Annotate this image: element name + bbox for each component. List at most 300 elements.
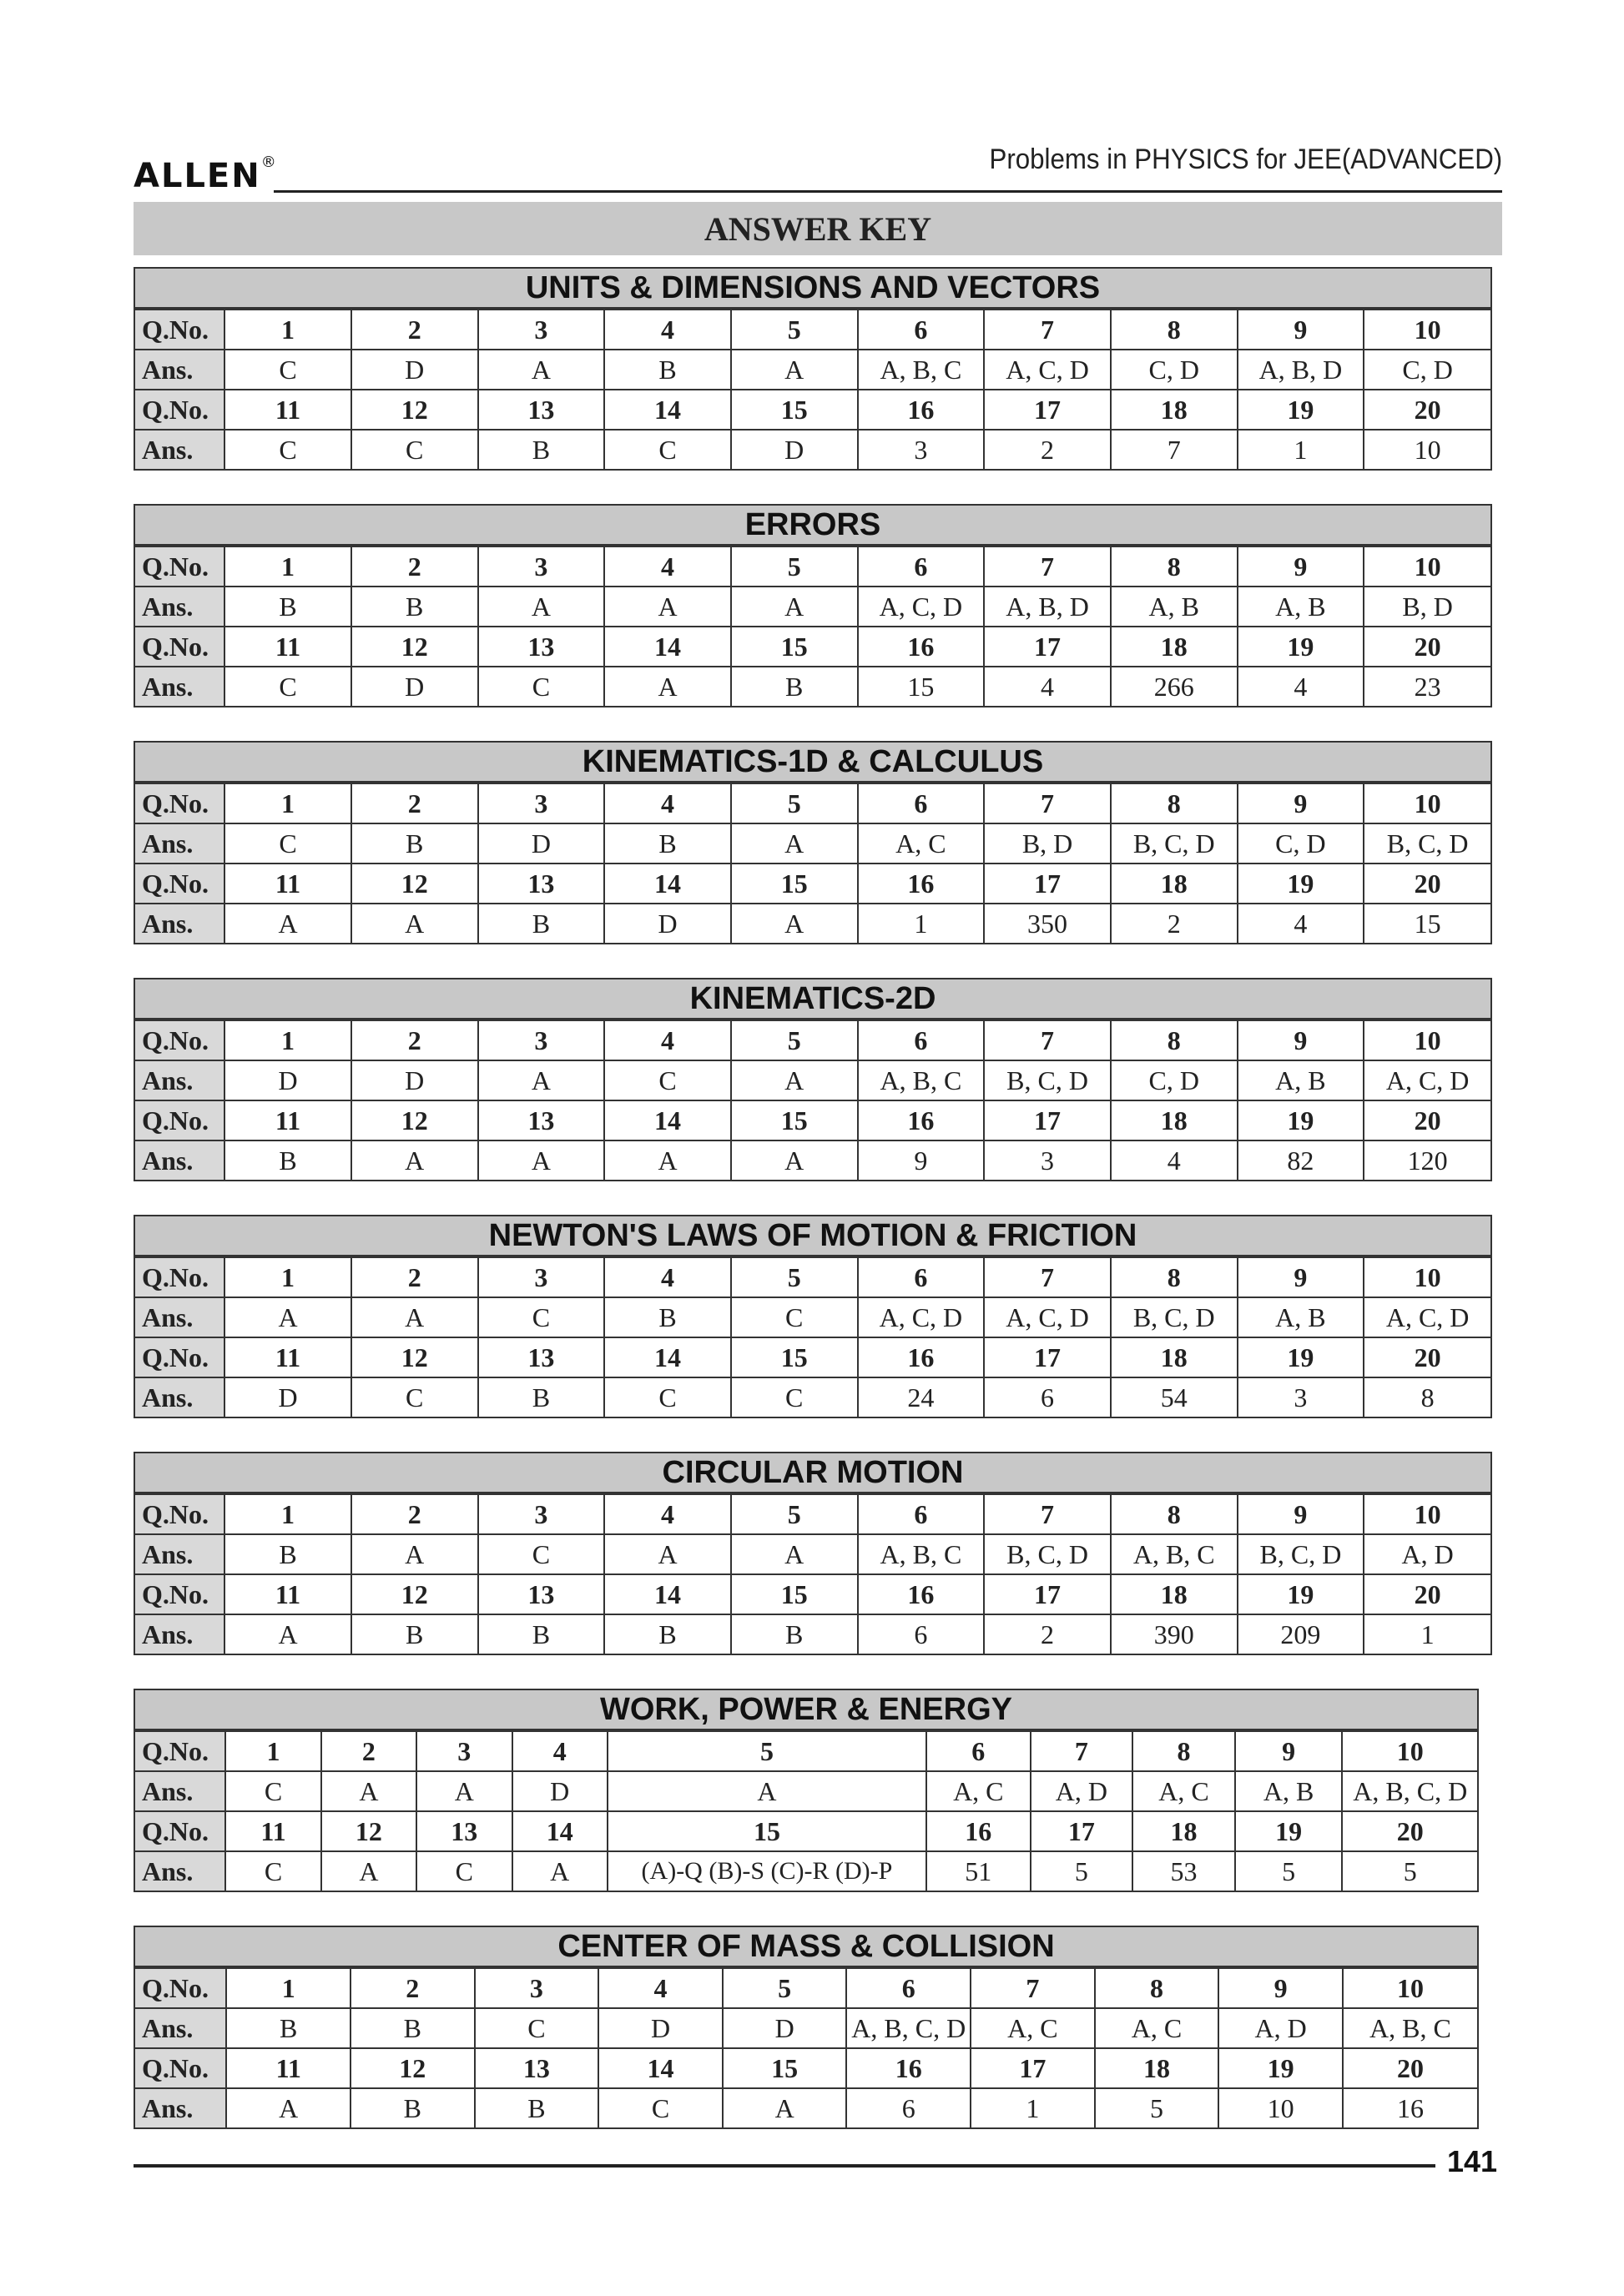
question-number-cell: 17 [984,1574,1111,1614]
answer-cell: C, D [1238,823,1364,864]
question-number-cell: 3 [475,1968,599,2008]
answer-cell: A [512,1851,608,1891]
answer-cell: B [351,823,478,864]
answer-cell: C, D [1111,350,1238,390]
section-title: CIRCULAR MOTION [135,1453,1490,1493]
answer-cell: A [604,667,731,706]
question-number-cell: 15 [731,1574,858,1614]
answer-cell: A, B [1238,587,1364,627]
answer-cell: C [351,1377,478,1417]
question-number-cell: 2 [351,1020,478,1060]
qno-label: Q.No. [135,1494,224,1534]
question-number-cell: 3 [478,546,605,587]
question-number-cell: 19 [1218,2048,1343,2088]
answer-cell: 7 [1111,430,1238,469]
answer-cell: A, C [1132,1771,1235,1811]
ans-label: Ans. [135,2008,226,2048]
answer-cell: 51 [926,1851,1031,1891]
answer-row [135,1140,1490,1180]
ans-label: Ans. [135,350,224,390]
question-number-cell: 19 [1238,1337,1364,1377]
answer-cell: C, D [1111,1060,1238,1100]
question-number-cell: 12 [351,1574,478,1614]
question-number-cell: 7 [1031,1731,1133,1771]
qno-label: Q.No. [135,1100,224,1140]
question-number-cell: 8 [1111,1020,1238,1060]
section-title: CENTER OF MASS & COLLISION [135,1927,1477,1967]
answer-cell: C, D [1364,350,1490,390]
answer-cell: A, C, D [858,1297,985,1337]
qno-label: Q.No. [135,1020,224,1060]
question-number-cell: 15 [731,864,858,904]
answer-cell: 15 [858,667,985,706]
registered-mark: ® [260,153,276,171]
question-number-cell: 8 [1111,1257,1238,1297]
answer-section [134,1452,1492,1655]
question-number-row [135,1020,1490,1060]
question-number-cell: 19 [1238,1574,1364,1614]
answer-cell: A [731,1140,858,1180]
answer-cell: B [604,823,731,864]
question-number-row [135,310,1490,350]
ans-label: Ans. [135,1851,225,1891]
answer-cell: A [604,1534,731,1574]
qno-label: Q.No. [135,546,224,587]
question-number-cell: 20 [1364,864,1490,904]
question-number-cell: 2 [351,1968,475,2008]
answer-table [135,1730,1477,1891]
answer-cell: A, B, D [984,587,1111,627]
answer-cell: A [604,1140,731,1180]
answer-row [135,1771,1477,1811]
question-number-cell: 6 [858,1257,985,1297]
question-number-row [135,1731,1477,1771]
question-number-cell: 9 [1238,1257,1364,1297]
question-number-cell: 4 [604,1257,731,1297]
section-title: ERRORS [135,506,1490,546]
question-number-cell: 17 [971,2048,1095,2088]
brand-name: ALLEN [134,157,261,195]
answer-cell: C [224,430,351,469]
answer-cell: D [604,904,731,943]
answer-cell: A [731,904,858,943]
question-number-cell: 18 [1111,627,1238,667]
question-number-cell: 9 [1235,1731,1343,1771]
qno-label: Q.No. [135,1731,225,1771]
question-number-cell: 20 [1364,1574,1490,1614]
question-number-cell: 6 [858,546,985,587]
question-number-cell: 7 [984,546,1111,587]
answer-cell: A [478,350,605,390]
answer-cell: 5 [1095,2088,1219,2127]
question-number-cell: 15 [731,1337,858,1377]
question-number-cell: 2 [351,783,478,823]
answer-cell: A [351,1534,478,1574]
question-number-cell: 1 [224,546,351,587]
question-number-cell: 5 [608,1731,926,1771]
answer-cell: B, C, D [1111,823,1238,864]
answer-cell: B [731,667,858,706]
question-number-cell: 10 [1364,546,1490,587]
question-number-cell: 12 [351,864,478,904]
answer-cell: B, C, D [1238,1534,1364,1574]
question-number-cell: 18 [1111,1574,1238,1614]
answer-cell: 8 [1364,1377,1490,1417]
question-number-cell: 11 [224,1100,351,1140]
question-number-cell: 17 [984,390,1111,430]
question-number-cell: 20 [1364,627,1490,667]
question-number-cell: 6 [858,1494,985,1534]
answer-cell: 15 [1364,904,1490,943]
section-title: KINEMATICS-1D & CALCULUS [135,743,1490,783]
question-number-cell: 4 [604,783,731,823]
question-number-cell: 14 [604,1337,731,1377]
question-number-row [135,1968,1477,2008]
answer-cell: A [321,1771,416,1811]
answer-table [135,309,1490,469]
question-number-cell: 2 [321,1731,416,1771]
question-number-cell: 1 [224,1020,351,1060]
question-number-cell: 18 [1111,390,1238,430]
question-number-cell: 12 [351,1100,478,1140]
question-number-cell: 9 [1238,546,1364,587]
question-number-cell: 9 [1238,1494,1364,1534]
question-number-cell: 4 [604,1494,731,1534]
ans-label: Ans. [135,1614,224,1654]
question-number-cell: 16 [858,1100,985,1140]
answer-cell: 16 [1343,2088,1477,2127]
question-number-cell: 10 [1364,1494,1490,1534]
question-number-cell: 10 [1342,1731,1477,1771]
header-rule [274,190,1502,193]
question-number-cell: 4 [512,1731,608,1771]
answer-cell: A, B, D [1238,350,1364,390]
answer-cell: A, B [1238,1060,1364,1100]
question-number-cell: 10 [1364,783,1490,823]
answer-cell: 4 [984,667,1111,706]
question-number-cell: 3 [478,310,605,350]
answer-cell: B [478,1377,605,1417]
answer-cell: B, C, D [1111,1297,1238,1337]
ans-label: Ans. [135,1534,224,1574]
question-number-cell: 14 [604,627,731,667]
answer-cell: 5 [1031,1851,1133,1891]
question-number-cell: 5 [731,1257,858,1297]
answer-cell: A [731,350,858,390]
answer-cell: A [731,1060,858,1100]
answer-cell: B [604,1297,731,1337]
answer-table [135,1020,1490,1180]
question-number-cell: 18 [1132,1811,1235,1851]
answer-cell: D [478,823,605,864]
answer-cell: A, C [926,1771,1031,1811]
qno-label: Q.No. [135,1811,225,1851]
question-number-row [135,1494,1490,1534]
answer-cell: A, B, C [858,350,985,390]
question-number-cell: 7 [984,310,1111,350]
question-number-cell: 17 [984,1337,1111,1377]
answer-cell: B [731,1614,858,1654]
qno-label: Q.No. [135,1337,224,1377]
answer-cell: A [226,2088,351,2127]
ans-label: Ans. [135,430,224,469]
question-number-cell: 11 [224,1337,351,1377]
answer-cell: C [225,1851,320,1891]
answer-cell: 53 [1132,1851,1235,1891]
question-number-cell: 7 [984,1020,1111,1060]
ans-label: Ans. [135,667,224,706]
section-title: WORK, POWER & ENERGY [135,1690,1477,1730]
answer-cell: B [224,1140,351,1180]
answer-row [135,1297,1490,1337]
question-number-cell: 5 [731,783,858,823]
ans-label: Ans. [135,1771,225,1811]
question-number-cell: 3 [478,1494,605,1534]
ans-label: Ans. [135,1140,224,1180]
answer-cell: C [225,1771,320,1811]
question-number-cell: 12 [351,2048,475,2088]
question-number-cell: 1 [224,783,351,823]
answer-cell: B [351,2088,475,2127]
qno-label: Q.No. [135,1968,226,2008]
answer-cell: 4 [1111,1140,1238,1180]
question-number-cell: 1 [224,1257,351,1297]
answer-cell: A [224,1614,351,1654]
question-number-cell: 3 [478,1020,605,1060]
question-number-cell: 16 [846,2048,971,2088]
question-number-cell: 13 [478,864,605,904]
question-number-cell: 13 [478,1574,605,1614]
question-number-cell: 3 [478,1257,605,1297]
answer-row [135,2088,1477,2127]
answer-cell: A [731,587,858,627]
question-number-cell: 20 [1342,1811,1477,1851]
answer-cell: B [478,904,605,943]
answer-cell: 2 [1111,904,1238,943]
answer-cell: B [224,587,351,627]
answer-cell: A [478,1140,605,1180]
answer-cell: C [224,667,351,706]
qno-label: Q.No. [135,783,224,823]
question-number-cell: 11 [226,2048,351,2088]
question-number-cell: 18 [1111,1100,1238,1140]
answer-section [134,267,1492,471]
answer-cell: A, C, D [858,587,985,627]
answer-cell: A [723,2088,847,2127]
question-number-cell: 6 [858,1020,985,1060]
answer-cell: B, D [984,823,1111,864]
answer-cell: 1 [1364,1614,1490,1654]
question-number-cell: 7 [984,1257,1111,1297]
question-number-cell: 3 [416,1731,512,1771]
question-number-row [135,390,1490,430]
answer-cell: 2 [984,430,1111,469]
answer-cell: A, D [1031,1771,1133,1811]
question-number-cell: 4 [604,1020,731,1060]
question-number-row [135,1100,1490,1140]
question-number-cell: 16 [926,1811,1031,1851]
answer-cell: C [224,823,351,864]
question-number-cell: 8 [1095,1968,1219,2008]
answer-cell: A [224,904,351,943]
question-number-cell: 2 [351,546,478,587]
answer-cell: D [351,350,478,390]
answer-cell: A [416,1771,512,1811]
question-number-cell: 15 [731,627,858,667]
answer-cell: 10 [1218,2088,1343,2127]
question-number-cell: 13 [416,1811,512,1851]
question-number-cell: 13 [478,1337,605,1377]
answer-cell: D [351,1060,478,1100]
question-number-cell: 10 [1364,1257,1490,1297]
book-title: Problems in PHYSICS for JEE(ADVANCED) [989,144,1502,175]
answer-cell: 6 [984,1377,1111,1417]
answer-cell: 23 [1364,667,1490,706]
question-number-cell: 6 [846,1968,971,2008]
answer-cell: C [604,1377,731,1417]
answer-cell: 1 [971,2088,1095,2127]
answer-cell: B [351,587,478,627]
answer-cell: C [731,1377,858,1417]
answer-cell: 1 [858,904,985,943]
qno-label: Q.No. [135,2048,226,2088]
answer-cell: C [604,430,731,469]
answer-cell: A, C [1095,2008,1219,2048]
answer-cell: A, C, D [984,1297,1111,1337]
question-number-cell: 16 [858,864,985,904]
question-number-cell: 1 [225,1731,320,1771]
answer-cell: A [224,1297,351,1337]
answer-cell: A, B, C [858,1534,985,1574]
answer-row [135,1534,1490,1574]
answer-cell: A, B [1238,1297,1364,1337]
answer-cell: A, C [971,2008,1095,2048]
answer-cell: A [731,823,858,864]
answer-cell: A [478,587,605,627]
answer-row [135,904,1490,943]
answer-cell: A, C, D [984,350,1111,390]
question-number-cell: 19 [1238,390,1364,430]
answer-cell: 5 [1342,1851,1477,1891]
answer-cell: A [731,1534,858,1574]
answer-table [135,546,1490,706]
question-number-cell: 13 [478,390,605,430]
question-number-cell: 14 [604,1100,731,1140]
answer-cell: D [512,1771,608,1811]
page-number: 141 [1447,2144,1498,2178]
answer-cell: 390 [1111,1614,1238,1654]
answer-cell: A, B, C, D [1342,1771,1477,1811]
question-number-cell: 13 [478,1100,605,1140]
answer-cell: 120 [1364,1140,1490,1180]
answer-table [135,1967,1477,2127]
section-title: UNITS & DIMENSIONS AND VECTORS [135,269,1490,309]
question-number-cell: 11 [225,1811,320,1851]
answer-cell: 4 [1238,904,1364,943]
question-number-row [135,783,1490,823]
question-number-cell: 14 [604,864,731,904]
question-number-cell: 20 [1364,1337,1490,1377]
question-number-row [135,1574,1490,1614]
question-number-cell: 10 [1364,310,1490,350]
question-number-cell: 9 [1238,783,1364,823]
question-number-cell: 19 [1238,627,1364,667]
footer-rule [134,2164,1435,2168]
question-number-cell: 18 [1095,2048,1219,2088]
qno-label: Q.No. [135,1257,224,1297]
question-number-cell: 8 [1111,546,1238,587]
answer-row [135,2008,1477,2048]
answer-cell: D [598,2008,723,2048]
question-number-cell: 16 [858,1337,985,1377]
answer-table [135,783,1490,943]
answer-cell: C [478,667,605,706]
question-number-cell: 15 [731,390,858,430]
answer-key-banner [134,202,1502,255]
question-number-cell: 13 [478,627,605,667]
answer-cell: B, C, D [1364,823,1490,864]
answer-cell: A, B [1111,587,1238,627]
section-title: NEWTON'S LAWS OF MOTION & FRICTION [135,1216,1490,1256]
answer-cell: B [478,430,605,469]
question-number-cell: 16 [858,390,985,430]
question-number-cell: 2 [351,310,478,350]
answer-cell: A, B, C [1111,1534,1238,1574]
question-number-cell: 4 [604,546,731,587]
question-number-row [135,2048,1477,2088]
answer-cell: D [723,2008,847,2048]
question-number-row [135,864,1490,904]
answer-cell: C [598,2088,723,2127]
question-number-cell: 9 [1238,310,1364,350]
answer-row [135,350,1490,390]
answer-cell: C [731,1297,858,1337]
answer-cell: D [224,1377,351,1417]
question-number-cell: 17 [984,627,1111,667]
answer-table [135,1493,1490,1654]
answer-cell: B, D [1364,587,1490,627]
question-number-cell: 1 [226,1968,351,2008]
qno-label: Q.No. [135,390,224,430]
answer-cell: 3 [858,430,985,469]
answer-cell: A, B, C [1343,2008,1477,2048]
question-number-cell: 20 [1364,1100,1490,1140]
question-number-cell: 11 [224,864,351,904]
question-number-cell: 6 [858,783,985,823]
answer-row [135,667,1490,706]
question-number-cell: 16 [858,627,985,667]
question-number-row [135,1337,1490,1377]
ans-label: Ans. [135,1377,224,1417]
question-number-cell: 4 [604,310,731,350]
answer-cell: 209 [1238,1614,1364,1654]
question-number-cell: 6 [858,310,985,350]
answer-cell: 266 [1111,667,1238,706]
answer-cell: A, B, C [858,1060,985,1100]
question-number-cell: 2 [351,1257,478,1297]
question-number-cell: 15 [731,1100,858,1140]
question-number-cell: 14 [604,390,731,430]
answer-cell: 3 [1238,1377,1364,1417]
answer-cell: B, C, D [984,1534,1111,1574]
question-number-cell: 11 [224,390,351,430]
allen-logo [134,153,276,195]
answer-cell: 10 [1364,430,1490,469]
answer-cell: A [351,904,478,943]
question-number-cell: 16 [858,1574,985,1614]
answer-cell: 1 [1238,430,1364,469]
answer-cell: (A)-Q (B)-S (C)-R (D)-P [608,1851,926,1891]
